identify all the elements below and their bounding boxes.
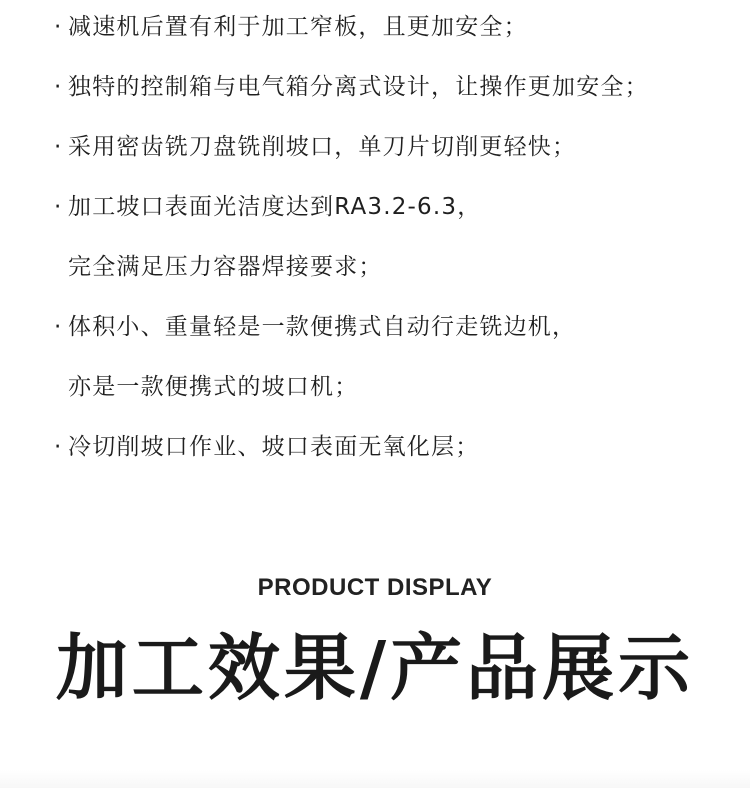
feature-line-6 (54, 430, 479, 464)
feature-text: 减速机后置有利于加工窄板，且更加安全； (68, 14, 528, 40)
feature-text: 独特的控制箱与电气箱分离式设计，让操作更加安全； (68, 74, 649, 100)
feature-line-1 (54, 10, 528, 44)
section-subtitle: PRODUCT DISPLAY (257, 574, 493, 601)
feature-text: 加工坡口表面光洁度达到RA3.2-6.3， (68, 194, 482, 220)
bullet-dot: · (54, 74, 63, 100)
feature-text: 亦是一款便携式的坡口机； (68, 374, 359, 400)
section-title: 加工效果/产品展示 (55, 626, 695, 710)
feature-line-4-continued (68, 250, 383, 284)
feature-text: 冷切削坡口作业、坡口表面无氧化层； (68, 434, 480, 460)
bottom-divider (0, 770, 750, 788)
bullet-dot: · (54, 134, 63, 160)
feature-line-4 (54, 190, 481, 224)
bullet-dot: · (54, 434, 63, 460)
bullet-dot: · (54, 14, 63, 40)
feature-text: 采用密齿铣刀盘铣削坡口，单刀片切削更轻快； (68, 134, 577, 160)
feature-text: 体积小、重量轻是一款便携式自动行走铣边机， (68, 314, 577, 340)
feature-text: 完全满足压力容器焊接要求； (68, 254, 383, 280)
feature-line-5 (54, 310, 576, 344)
feature-line-2 (54, 70, 649, 104)
bullet-dot: · (54, 194, 63, 220)
bullet-dot: · (54, 314, 63, 340)
feature-line-3 (54, 130, 576, 164)
feature-line-5-continued (68, 370, 358, 404)
